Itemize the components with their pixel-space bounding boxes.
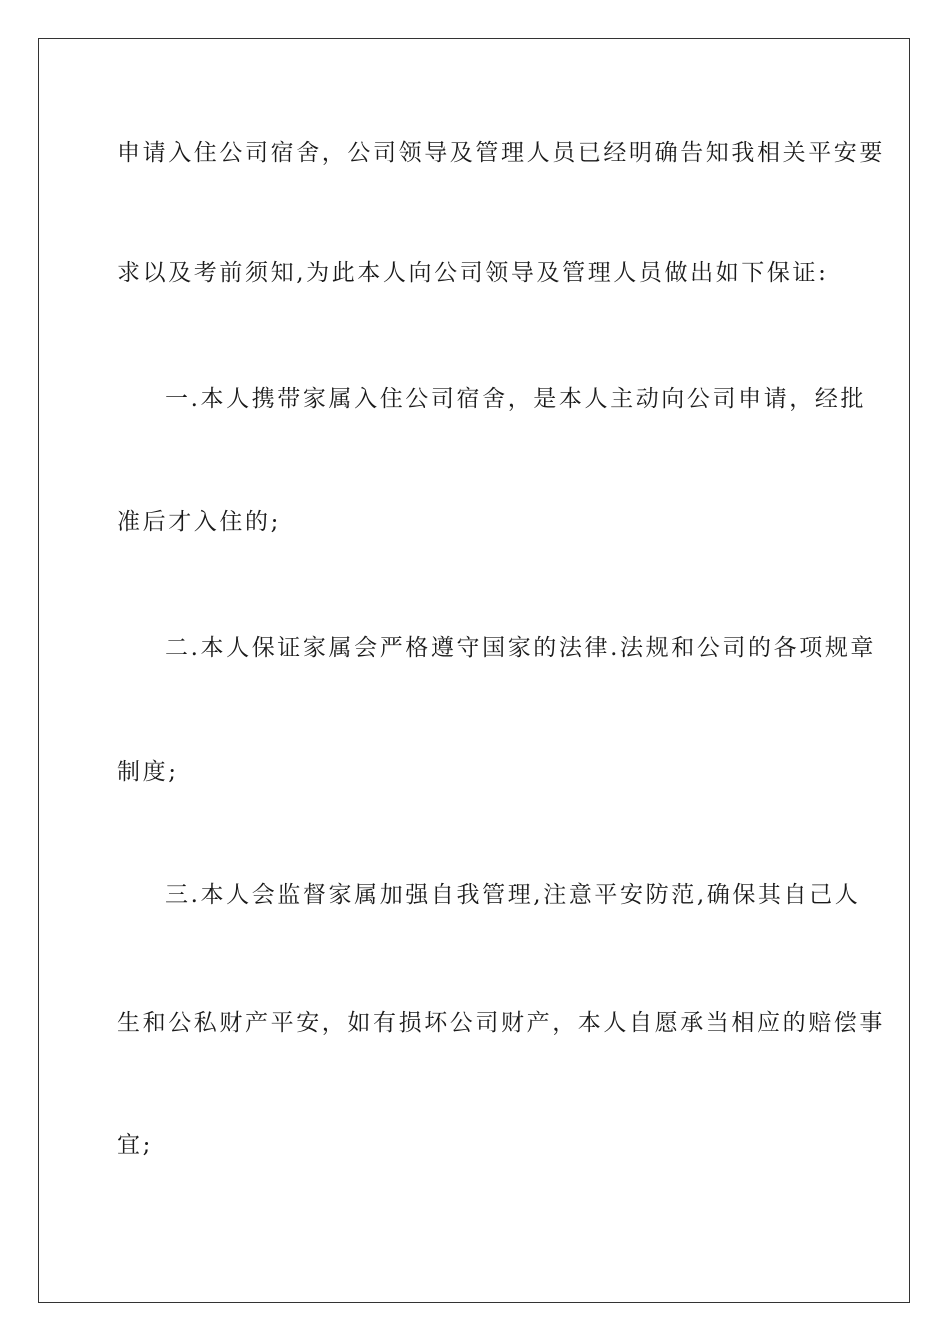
text-line-2: 求以及考前须知,为此本人向公司领导及管理人员做出如下保证: [117,260,829,286]
page-border [38,38,910,1303]
clause-2-line-2: 制度; [117,759,179,785]
clause-1-line-1: 一.本人携带家属入住公司宿舍，是本人主动向公司申请，经批 [165,386,867,412]
clause-1-line-2: 准后才入住的; [117,509,281,535]
clause-2-line-1: 二.本人保证家属会严格遵守国家的法律.法规和公司的各项规章 [165,635,877,661]
text-line-1: 申请入住公司宿舍，公司领导及管理人员已经明确告知我相关平安要 [117,140,885,166]
clause-3-line-1: 三.本人会监督家属加强自我管理,注意平安防范,确保其自己人 [165,882,861,908]
clause-3-line-3: 宜; [117,1132,153,1158]
clause-3-line-2: 生和公私财产平安，如有损坏公司财产，本人自愿承当相应的赔偿事 [117,1010,885,1036]
